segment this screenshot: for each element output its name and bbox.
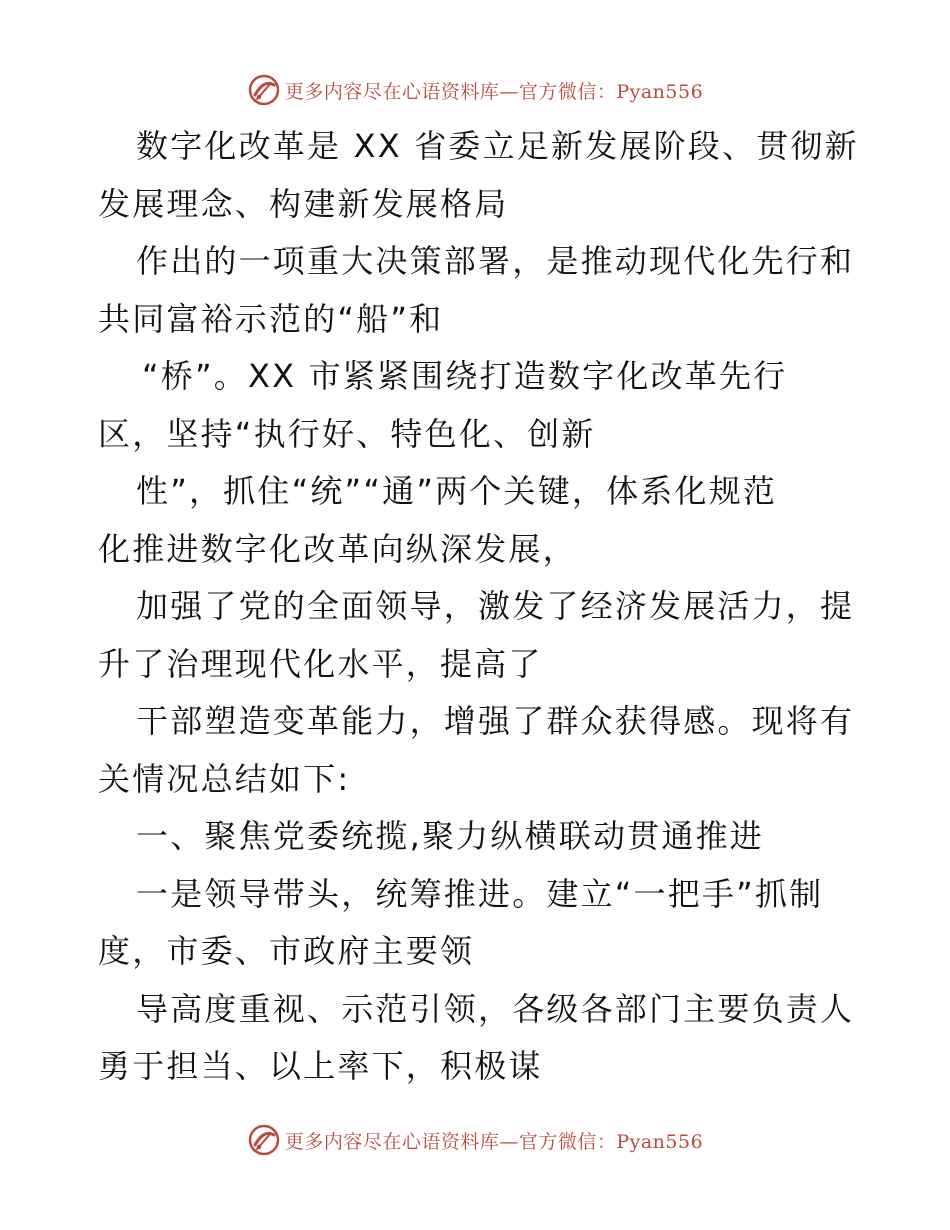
text-line: 化推进数字化改革向纵深发展， xyxy=(98,529,577,568)
text-line: 作出的一项重大决策部署，是推动现代化先行和 xyxy=(136,242,855,280)
document-body xyxy=(98,118,858,1096)
text-line: 关情况总结如下: xyxy=(98,759,351,798)
section-heading: 一、聚焦党委统揽,聚力纵横联动贯通推进 xyxy=(136,817,764,855)
text-line: 加强了党的全面领导，激发了经济发展活力，提 xyxy=(136,587,855,625)
watermark-text: 更多内容尽在心语资料库—官方微信：Pyan556 xyxy=(284,1130,704,1153)
text-line: 干部塑造变革能力，增强了群众获得感。现将有 xyxy=(136,702,855,740)
brand-logo-icon xyxy=(247,73,281,107)
text-line: 一是领导带头，统筹推进。建立“一把手”抓制 xyxy=(136,874,824,913)
watermark-text: 更多内容尽在心语资料库—官方微信：Pyan556 xyxy=(284,80,704,103)
text-line: 度，市委、市政府主要领 xyxy=(98,932,475,970)
text-line: 发展理念、构建新发展格局 xyxy=(98,184,509,223)
text-line: “桥”。XX 市紧紧围绕打造数字化改革先行 xyxy=(142,357,788,395)
text-line: 性”，抓住“统”“通”两个关键，体系化规范 xyxy=(136,472,778,510)
header-watermark xyxy=(0,70,950,110)
text-line: 共同富裕示范的“船”和 xyxy=(98,299,444,338)
brand-logo-icon xyxy=(247,1123,281,1157)
text-line: 勇于担当、以上率下，积极谋 xyxy=(98,1047,543,1085)
text-line: 升了治理现代化水平，提高了 xyxy=(98,644,543,683)
text-line: 导高度重视、示范引领，各级各部门主要负责人 xyxy=(136,989,855,1028)
text-line: 数字化改革是 XX 省委立足新发展阶段、贯彻新 xyxy=(136,127,859,165)
text-line: 区，坚持“执行好、特色化、创新 xyxy=(98,414,596,453)
footer-watermark xyxy=(0,1120,950,1160)
